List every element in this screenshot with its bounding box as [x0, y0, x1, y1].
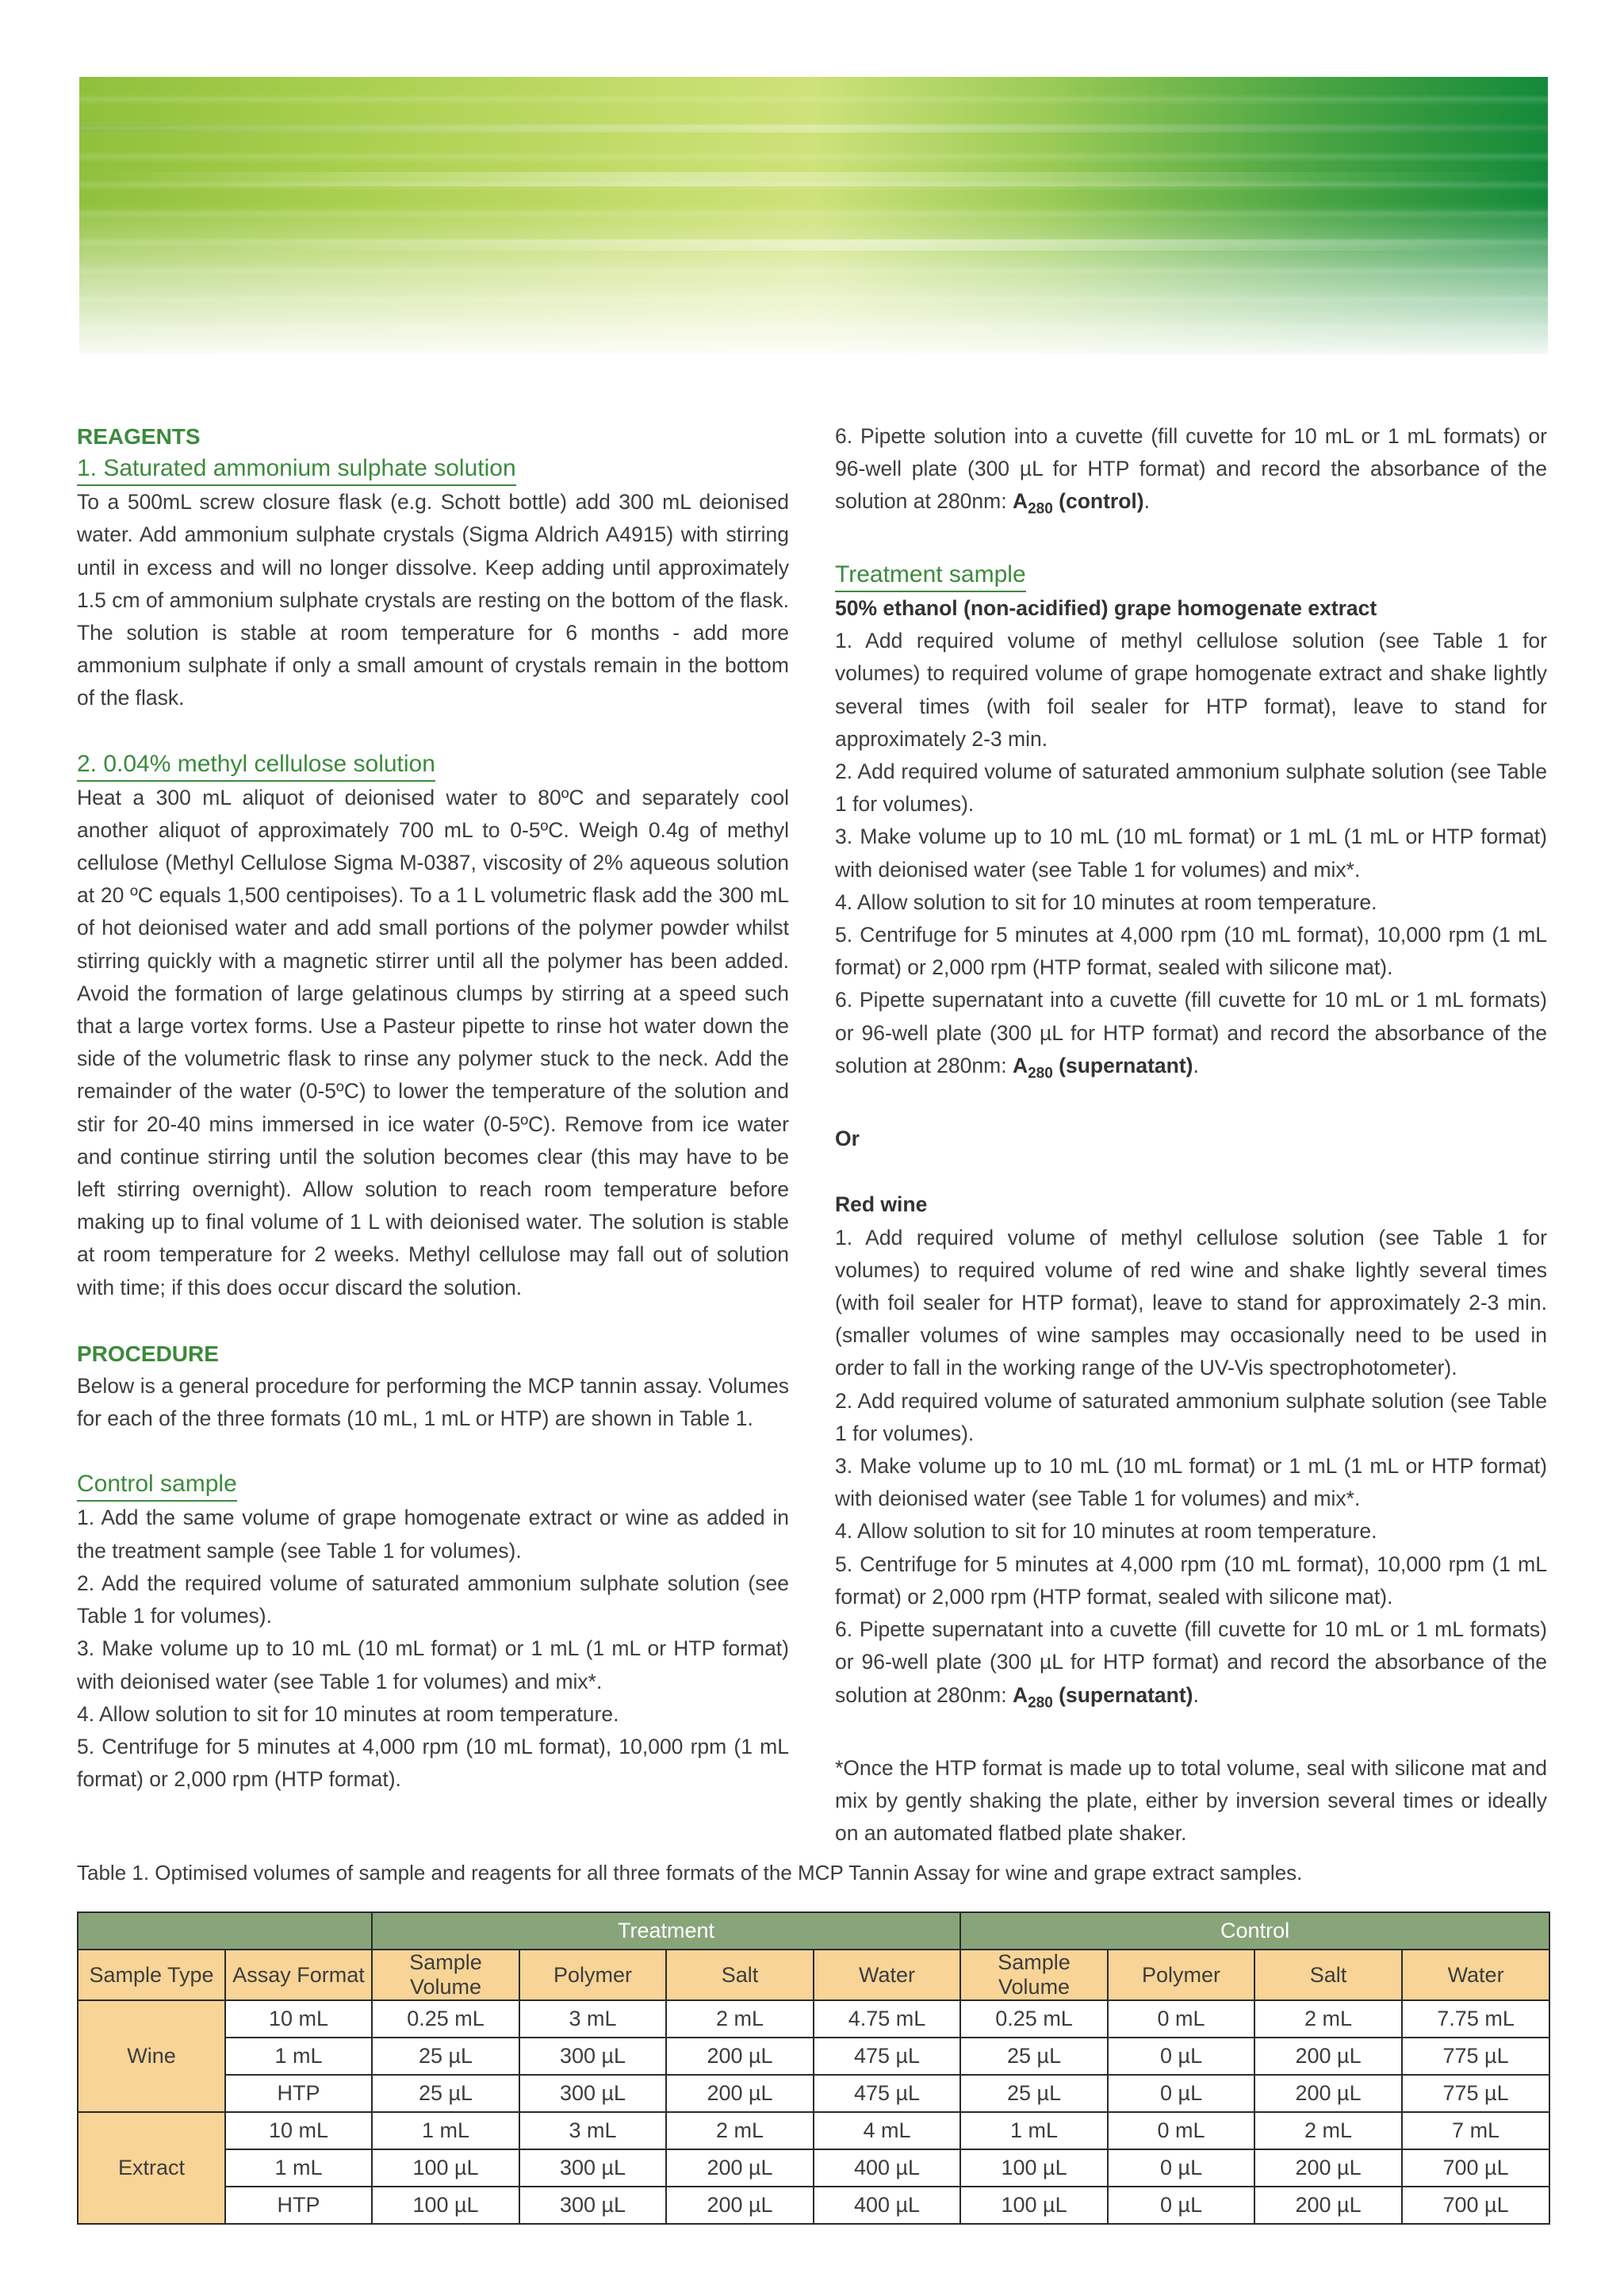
red-wine-step: 3. Make volume up to 10 mL (10 mL format) or 1 mL (1 mL or HTP format) with deionised water (see Table 1 for volumes) and mix*.	[835, 1454, 1547, 1511]
table-cell: 2 mL	[1254, 2000, 1402, 2038]
section-title-control-sample: Control sample	[77, 1469, 237, 1502]
red-wine-step: 5. Centrifuge for 5 minutes at 4,000 rpm (10 mL format), 10,000 rpm (1 mL format) or 2,000 rpm (HTP format, sealed with silicone mat).	[835, 1552, 1547, 1609]
ethanol-step: 3. Make volume up to 10 mL (10 mL format) or 1 mL (1 mL or HTP format) with deionised water (see Table 1 for volumes) and mix*.	[835, 825, 1547, 882]
table-cell: 300 µL	[519, 2038, 666, 2075]
table-cell: 7 mL	[1402, 2112, 1549, 2149]
group-header-treatment: Treatment	[372, 1912, 960, 1950]
control-step: 2. Add the required volume of saturated ammonium sulphate solution (see Table 1 for volumes).	[77, 1571, 789, 1628]
section-title-ammonium-sulphate: 1. Saturated ammonium sulphate solution	[77, 453, 516, 486]
control-step: 3. Make volume up to 10 mL (10 mL format) or 1 mL (1 mL or HTP format) with deionised water (see Table 1 for volumes) and mix*.	[77, 1636, 789, 1693]
table-cell: 0 µL	[1108, 2075, 1254, 2112]
control-step: 1. Add the same volume of grape homogenate extract or wine as added in the treatment sample (see Table 1 for volumes).	[77, 1506, 789, 1563]
table-cell: 200 µL	[666, 2075, 814, 2112]
control-step: 5. Centrifuge for 5 minutes at 4,000 rpm (10 mL format), 10,000 rpm (1 mL format) or 2,000 rpm (HTP format).	[77, 1734, 789, 1792]
table-cell: 3 mL	[519, 2112, 666, 2149]
table-cell: 1 mL	[960, 2112, 1108, 2149]
table-cell: 775 µL	[1402, 2038, 1549, 2075]
ammonium-sulphate-body: To a 500mL screw closure flask (e.g. Schott bottle) add 300 mL deionised water. Add ammonium sulphate crystals (Sigma Aldrich A4915) with stirring until in excess and will no longer dissolve. Keep adding until approximately 1.5 cm of ammonium sulphate crystals are resting on the bottom of the flask. The solution is stable at room temperature for 6 months - add more ammonium sulphate if only a small amount of crystals remain in the bottom of the flask.	[77, 490, 789, 710]
control-step-6: 6. Pipette solution into a cuvette (fill cuvette for 10 mL or 1 mL formats) or 96-well plate (300 µL for HTP format) and record the absorbance of the solution at 280nm: $A_{280}$ (control).	[835, 424, 1547, 518]
table-column-header-row	[78, 1950, 1549, 2000]
red-wine-step: 2. Add required volume of saturated ammonium sulphate solution (see Table 1 for volumes).	[835, 1388, 1547, 1445]
procedure-heading: PROCEDURE	[77, 1341, 219, 1366]
volumes-table	[77, 1911, 1550, 2225]
red-wine-step: 1. Add required volume of methyl cellulose solution (see Table 1 for volumes) to required volume of red wine and shake lightly several times (with foil sealer for HTP format), leave to stand for approximately 2-3 min. (smaller volumes of wine samples may occasionally need to be used in order to fall in the working range of the UV-Vis spectrophotometer).	[835, 1225, 1547, 1380]
table-cell: 200 µL	[666, 2149, 814, 2187]
column-header: Sample Volume	[960, 1950, 1108, 2000]
column-header: Water	[1402, 1950, 1549, 2000]
procedure-body: Below is a general procedure for performing the MCP tannin assay. Volumes for each of the three formats (10 mL, 1 mL or HTP) are shown in Table 1.	[77, 1374, 789, 1431]
methyl-cellulose-body: Heat a 300 mL aliquot of deionised water to 80ºC and separately cool another aliquot of approximately 700 mL to 0-5ºC. Weigh 0.4g of methyl cellulose (Methyl Cellulose Sigma M-0387, viscosity of 2% aqueous solution at 20 ºC equals 1,500 centipoises). To a 1 L volumetric flask add the 300 mL of hot deionised water and add small portions of the polymer powder whilst stirring quickly with a magnetic stirrer until all the polymer has been added. Avoid the formation of large gelatinous clumps by stirring at a speed such that a large vortex forms. Use a Pasteur pipette to rinse hot water down the side of the volumetric flask to rinse any polymer stuck to the neck. Add the remainder of the water (0-5ºC) to lower the temperature of the solution and stir for 20-40 mins immersed in ice water (0-5ºC). Remove from ice water and continue stirring until the solution becomes clear (this may have to be left stirring overnight). Allow solution to reach room temperature before making up to final volume of 1 L with deionised water. The solution is stable at room temperature for 2 weeks. Methyl cellulose may fall out of solution with time; if this does occur discard the solution.	[77, 785, 789, 1299]
table-cell: 3 mL	[519, 2000, 666, 2038]
table-cell: 200 µL	[1254, 2149, 1402, 2187]
column-header: Water	[814, 1950, 960, 2000]
table-cell: 25 µL	[960, 2075, 1108, 2112]
table-row	[78, 2149, 1549, 2187]
red-wine-step: 4. Allow solution to sit for 10 minutes at room temperature.	[835, 1519, 1377, 1544]
table-cell: 0 µL	[1108, 2149, 1254, 2187]
table-cell: 200 µL	[1254, 2075, 1402, 2112]
column-header: Polymer	[519, 1950, 666, 2000]
or-separator: Or	[835, 1127, 860, 1151]
table-cell: 300 µL	[519, 2075, 666, 2112]
column-header: Assay Format	[225, 1950, 372, 2000]
banner-streak	[79, 239, 1548, 251]
table-cell: 2 mL	[1254, 2112, 1402, 2149]
ethanol-extract-heading: 50% ethanol (non-acidified) grape homogenate extract	[835, 595, 1377, 620]
table-cell: 25 µL	[372, 2038, 519, 2075]
banner-streak	[79, 124, 1548, 132]
table-cell: 400 µL	[814, 2187, 960, 2224]
table-cell: 700 µL	[1402, 2187, 1549, 2224]
section-title-treatment-sample: Treatment sample	[835, 560, 1026, 592]
table-row	[78, 2187, 1549, 2224]
column-header: Sample Type	[78, 1950, 225, 2000]
table-cell: 1 mL	[225, 2038, 372, 2075]
section-title-methyl-cellulose: 2. 0.04% methyl cellulose solution	[77, 749, 435, 782]
red-wine-step-6-text: 6. Pipette supernatant into a cuvette (fill cuvette for 10 mL or 1 mL formats) or 96-well plate (300 µL for HTP format) and record the absorbance of the solution at 280nm:	[835, 1617, 1547, 1707]
sample-type-extract: Extract	[78, 2112, 225, 2224]
table-cell: 775 µL	[1402, 2075, 1549, 2112]
table-cell: 2 mL	[666, 2112, 814, 2149]
ethanol-step: 5. Centrifuge for 5 minutes at 4,000 rpm (10 mL format), 10,000 rpm (1 mL format) or 2,000 rpm (HTP format, sealed with silicone mat).	[835, 922, 1547, 980]
table-cell: 0.25 mL	[372, 2000, 519, 2038]
table-cell: 2 mL	[666, 2000, 814, 2038]
table-cell: 400 µL	[814, 2149, 960, 2187]
table-cell: 100 µL	[960, 2187, 1108, 2224]
red-wine-step-6: 6. Pipette supernatant into a cuvette (fill cuvette for 10 mL or 1 mL formats) or 96-well plate (300 µL for HTP format) and record the absorbance of the solution at 280nm: $A_{280}$ (supernatant).	[835, 1617, 1547, 1711]
absorbance-label: $A_{280}$ (supernatant)	[1012, 1053, 1193, 1082]
table-cell: 0 mL	[1108, 2112, 1254, 2149]
table-cell: 200 µL	[1254, 2038, 1402, 2075]
ethanol-step-6: 6. Pipette supernatant into a cuvette (fill cuvette for 10 mL or 1 mL formats) or 96-well plate (300 µL for HTP format) and record the absorbance of the solution at 280nm: $A_{280}$ (supernatant).	[835, 988, 1547, 1082]
table-cell: 10 mL	[225, 2000, 372, 2038]
table-cell: 1 mL	[225, 2149, 372, 2187]
table-cell: 10 mL	[225, 2112, 372, 2149]
table-cell: 4.75 mL	[814, 2000, 960, 2038]
left-column	[77, 420, 789, 1796]
table-cell: 200 µL	[666, 2038, 814, 2075]
column-header: Polymer	[1108, 1950, 1254, 2000]
table-cell: 200 µL	[666, 2187, 814, 2224]
table-cell: HTP	[225, 2187, 372, 2224]
table-cell: 100 µL	[372, 2187, 519, 2224]
table-cell: 1 mL	[372, 2112, 519, 2149]
table-cell: 475 µL	[814, 2075, 960, 2112]
footnote: *Once the HTP format is made up to total volume, seal with silicone mat and mix by gently shaking the plate, either by inversion several times or ideally on an automated flatbed plate shaker.	[835, 1756, 1547, 1846]
ethanol-step-6-text: 6. Pipette supernatant into a cuvette (fill cuvette for 10 mL or 1 mL formats) or 96-well plate (300 µL for HTP format) and record the absorbance of the solution at 280nm:	[835, 988, 1547, 1077]
table-cell: 7.75 mL	[1402, 2000, 1549, 2038]
table-cell: HTP	[225, 2075, 372, 2112]
ethanol-step: 1. Add required volume of methyl cellulose solution (see Table 1 for volumes) to required volume of grape homogenate extract and shake lightly several times (with foil sealer for HTP format), leave to stand for approximately 2-3 min.	[835, 629, 1547, 751]
red-wine-heading: Red wine	[835, 1192, 928, 1217]
table-cell: 300 µL	[519, 2187, 666, 2224]
table-caption: Table 1. Optimised volumes of sample and reagents for all three formats of the MCP Tannin Assay for wine and grape extract samples.	[77, 1861, 1303, 1885]
table-group-header-row	[78, 1912, 1549, 1950]
table-cell: 0 mL	[1108, 2000, 1254, 2038]
banner-streak	[79, 172, 1548, 186]
table-cell: 100 µL	[372, 2149, 519, 2187]
table-cell: 300 µL	[519, 2149, 666, 2187]
absorbance-label: $A_{280}$ (control)	[1012, 489, 1144, 518]
table-row	[78, 2112, 1549, 2149]
ethanol-step: 4. Allow solution to sit for 10 minutes at room temperature.	[835, 890, 1377, 914]
column-header: Salt	[1254, 1950, 1402, 2000]
column-header: Sample Volume	[372, 1950, 519, 2000]
control-step-6-text: 6. Pipette solution into a cuvette (fill cuvette for 10 mL or 1 mL formats) or 96-well plate (300 µL for HTP format) and record the absorbance of the solution at 280nm:	[835, 424, 1547, 514]
absorbance-label: $A_{280}$ (supernatant)	[1012, 1682, 1193, 1711]
table-cell: 4 mL	[814, 2112, 960, 2149]
sample-type-wine: Wine	[78, 2000, 225, 2112]
group-header-control: Control	[960, 1912, 1549, 1950]
table-cell: 200 µL	[1254, 2187, 1402, 2224]
right-column	[835, 420, 1547, 1850]
control-step: 4. Allow solution to sit for 10 minutes at room temperature.	[77, 1701, 619, 1726]
table-row	[78, 2038, 1549, 2075]
table-cell: 25 µL	[372, 2075, 519, 2112]
table-cell: 0 µL	[1108, 2038, 1254, 2075]
table-cell: 0.25 mL	[960, 2000, 1108, 2038]
table-cell: 25 µL	[960, 2038, 1108, 2075]
table-row	[78, 2075, 1549, 2112]
reagents-heading: REAGENTS	[77, 424, 201, 449]
table-cell: 700 µL	[1402, 2149, 1549, 2187]
header-banner	[79, 77, 1548, 354]
ethanol-step: 2. Add required volume of saturated ammonium sulphate solution (see Table 1 for volumes).	[835, 759, 1547, 817]
table-row	[78, 2000, 1549, 2038]
table-cell: 100 µL	[960, 2149, 1108, 2187]
table-cell: 0 µL	[1108, 2187, 1254, 2224]
table-corner-cell	[78, 1912, 372, 1950]
table-cell: 475 µL	[814, 2038, 960, 2075]
column-header: Salt	[666, 1950, 814, 2000]
